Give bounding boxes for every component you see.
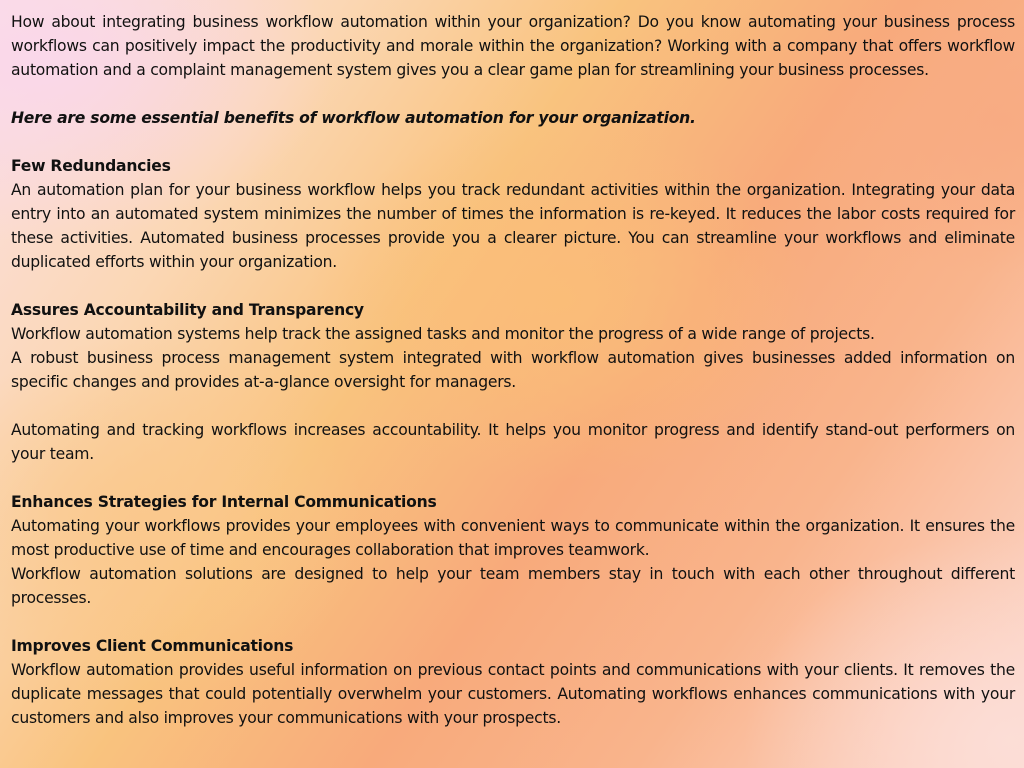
- spacer: [11, 130, 1015, 154]
- section-few-redundancies: [11, 154, 1015, 274]
- spacer: [11, 610, 1015, 634]
- section-paragraph: A robust business process management system integrated with workflow automation gives businesses added information on specific changes and provides at-a-glance oversight for managers.: [11, 349, 1015, 391]
- section-paragraph: Automating your workflows provides your employees with convenient ways to communicate within the organization. It ensures the most productive use of time and encourages collaboration that improves teamwork.: [11, 517, 1015, 559]
- spacer: [11, 82, 1015, 106]
- document-page: [11, 10, 1015, 730]
- section-heading: Assures Accountability and Transparency: [11, 301, 364, 319]
- spacer: [11, 274, 1015, 298]
- section-paragraph: Automating and tracking workflows increases accountability. It helps you monitor progress and identify stand-out performers on your team.: [11, 421, 1015, 463]
- benefits-heading: Here are some essential benefits of workflow automation for your organization.: [11, 109, 696, 127]
- intro-paragraph: How about integrating business workflow automation within your organization? Do you know automating your business process workflows can positively impact the productivity and morale within the organization? Working with a company that offers workflow automation and a complaint management system gives you a clear game plan for streamlining your business processes.: [11, 13, 1015, 79]
- section-paragraph: Workflow automation solutions are designed to help your team members stay in touch with each other throughout different processes.: [11, 565, 1015, 607]
- section-heading: Enhances Strategies for Internal Communications: [11, 493, 437, 511]
- section-heading: Improves Client Communications: [11, 637, 294, 655]
- section-paragraph: Workflow automation provides useful information on previous contact points and communications with your clients. It removes the duplicate messages that could potentially overwhelm your customers. Automating workflows enhances communications with your customers and also improves your communications with your prospects.: [11, 661, 1015, 727]
- spacer: [11, 394, 1015, 418]
- section-paragraph: An automation plan for your business workflow helps you track redundant activities within the organization. Integrating your data entry into an automated system minimizes the number of times the information is re-keyed. It reduces the labor costs required for these activities. Automated business processes provide you a clearer picture. You can streamline your workflows and eliminate duplicated efforts within your organization.: [11, 181, 1015, 271]
- section-paragraph: Workflow automation systems help track the assigned tasks and monitor the progress of a wide range of projects.: [11, 325, 875, 343]
- section-client-communications: [11, 634, 1015, 730]
- spacer: [11, 466, 1015, 490]
- section-heading: Few Redundancies: [11, 157, 171, 175]
- section-accountability-transparency: [11, 298, 1015, 466]
- section-internal-communications: [11, 490, 1015, 610]
